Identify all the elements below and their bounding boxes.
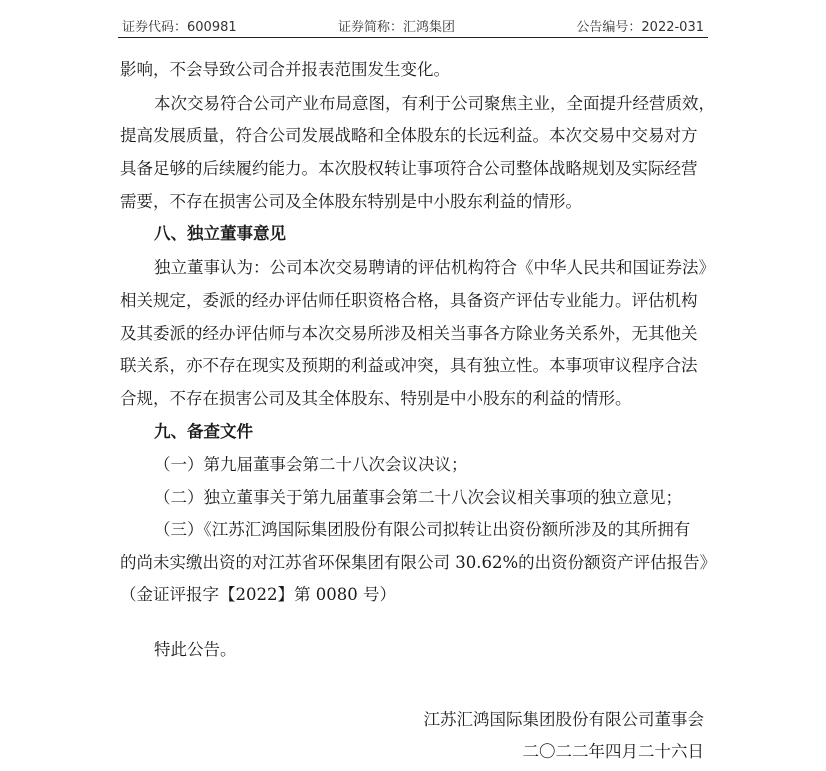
body-line: 合规，不存在损害公司及其全体股东、特别是中小股东的利益的情形。 bbox=[120, 389, 632, 408]
stock-name: 证券简称：汇鸿集团 bbox=[338, 20, 456, 35]
closing-statement: 特此公告。 bbox=[154, 640, 237, 659]
reference-item-continued: （金证评报字【2022】第 0080 号） bbox=[120, 585, 396, 604]
body-line: 独立董事认为：公司本次交易聘请的评估机构符合《中华人民共和国证券法》 bbox=[154, 258, 715, 277]
signature-company: 江苏汇鸿国际集团股份有限公司董事会 bbox=[423, 710, 704, 729]
body-line: 本次交易符合公司产业布局意图，有利于公司聚焦主业，全面提升经营质效， bbox=[154, 94, 715, 113]
body-line: 联关系，亦不存在现实及预期的利益或冲突，具有独立性。本事项审议程序合法 bbox=[120, 356, 698, 375]
page-header bbox=[118, 12, 708, 38]
notice-number: 公告编号：2022-031 bbox=[576, 20, 704, 35]
reference-item-continued: 的尚未实缴出资的对江苏省环保集团有限公司 30.62%的出资份额资产评估报告》 bbox=[120, 553, 717, 572]
body-line: 影响，不会导致公司合并报表范围发生变化。 bbox=[120, 60, 450, 79]
reference-item: （二）独立董事关于第九届董事会第二十八次会议相关事项的独立意见； bbox=[154, 488, 682, 507]
header-divider bbox=[118, 37, 708, 38]
signature-date: 二〇二二年四月二十六日 bbox=[522, 742, 704, 761]
section-heading-independent-directors: 八、独立董事意见 bbox=[154, 224, 286, 243]
reference-item: （一）第九届董事会第二十八次会议决议； bbox=[154, 455, 468, 474]
body-line: 相关规定，委派的经办评估师任职资格合格，具备资产评估专业能力。评估机构 bbox=[120, 291, 698, 310]
body-line: 提高发展质量，符合公司发展战略和全体股东的长远利益。本次交易中交易对方 bbox=[120, 126, 698, 145]
body-line: 需要，不存在损害公司及全体股东特别是中小股东利益的情形。 bbox=[120, 192, 582, 211]
section-heading-reference-documents: 九、备查文件 bbox=[154, 422, 253, 441]
stock-code: 证券代码：600981 bbox=[122, 20, 237, 35]
reference-item: （三）《江苏汇鸿国际集团股份有限公司拟转让出资份额所涉及的其所拥有 bbox=[154, 520, 691, 539]
body-line: 具备足够的后续履约能力。本次股权转让事项符合公司整体战略规划及实际经营 bbox=[120, 159, 698, 178]
body-line: 及其委派的经办评估师与本次交易所涉及相关当事各方除业务关系外，无其他关 bbox=[120, 324, 698, 343]
